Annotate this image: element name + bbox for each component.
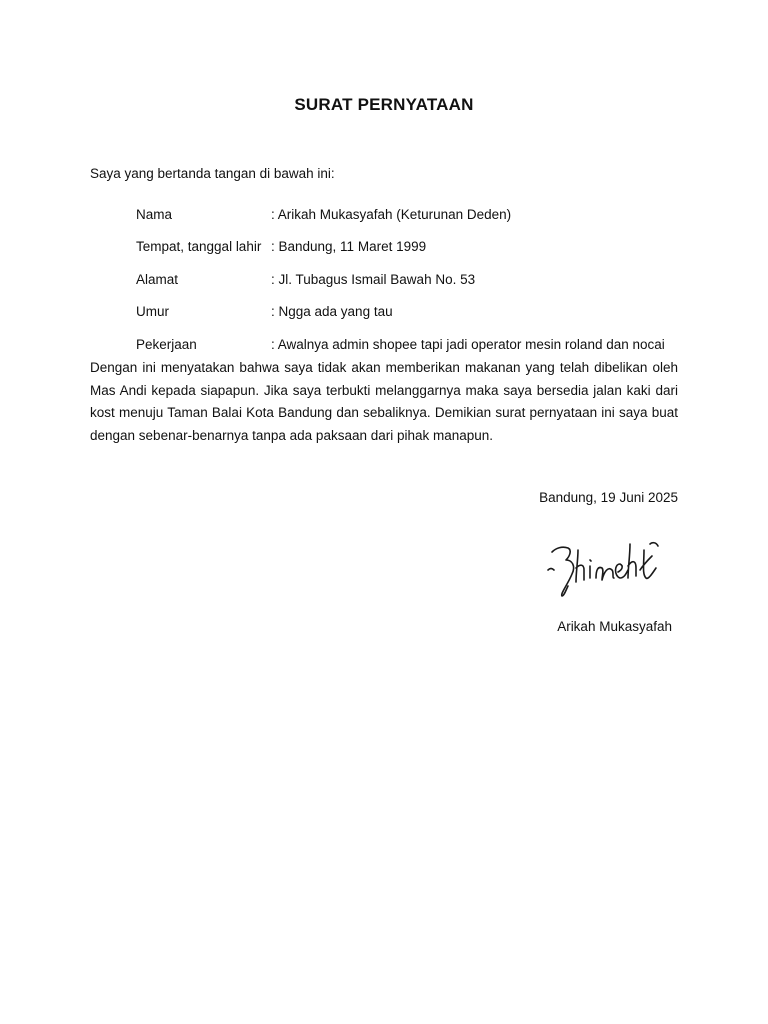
field-label: Pekerjaan bbox=[136, 336, 197, 352]
field-value: : Jl. Tubagus Ismail Bawah No. 53 bbox=[271, 271, 476, 287]
identity-fields bbox=[136, 198, 716, 361]
field-value: : Bandung, 11 Maret 1999 bbox=[271, 239, 427, 255]
field-value: : Awalnya admin shopee tapi jadi operator mesin roland dan nocai bbox=[271, 336, 665, 352]
signature-image bbox=[540, 530, 670, 605]
place-date: Bandung, 19 Juni 2025 bbox=[539, 490, 678, 505]
statement-paragraph: Dengan ini menyatakan bahwa saya tidak akan memberikan makanan yang telah dibelikan oleh Mas Andi kepada siapapun. Jika saya terbukti melanggarnya maka saya bersedia jalan kaki dari kost menuju Taman Balai Kota Bandung dan sebaliknya. Demikian surat pernyataan ini saya buat dengan sebenar-benarnya tanpa ada paksaan dari pihak manapun. bbox=[90, 360, 678, 443]
field-row-umur bbox=[136, 296, 716, 329]
field-row-pekerjaan bbox=[136, 328, 716, 361]
field-row-tempat-tanggal-lahir bbox=[136, 231, 716, 264]
field-label: Umur bbox=[136, 304, 169, 320]
field-row-nama bbox=[136, 198, 716, 231]
intro-text: Saya yang bertanda tangan di bawah ini: bbox=[90, 166, 335, 181]
document-title: SURAT PERNYATAAN bbox=[294, 95, 474, 114]
signer-name: Arikah Mukasyafah bbox=[557, 619, 672, 634]
field-label: Alamat bbox=[136, 271, 179, 287]
field-label: Tempat, tanggal lahir bbox=[136, 239, 262, 255]
field-row-alamat bbox=[136, 263, 716, 296]
field-label: Nama bbox=[136, 206, 173, 222]
field-value: : Ngga ada yang tau bbox=[271, 304, 393, 320]
field-value: : Arikah Mukasyafah (Keturunan Deden) bbox=[271, 206, 512, 222]
